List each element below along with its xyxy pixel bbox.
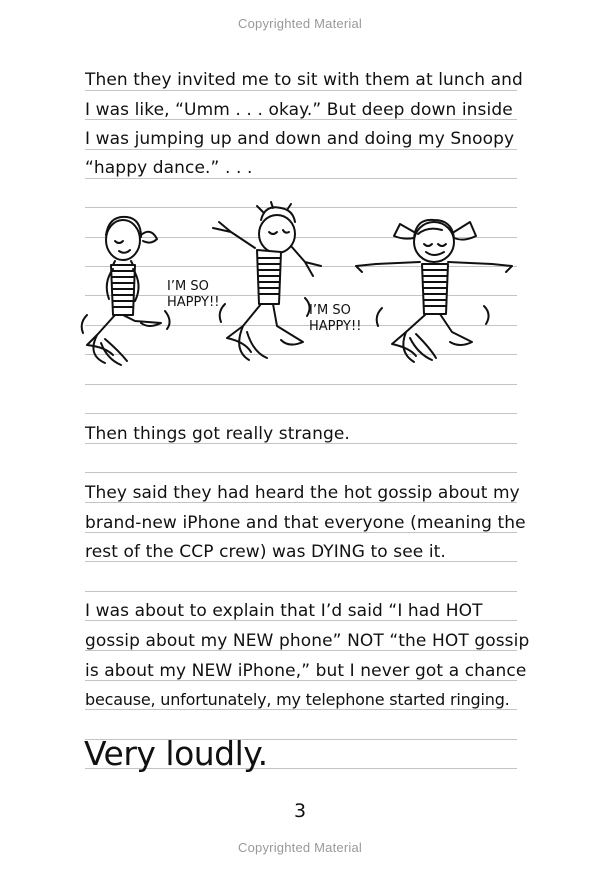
paragraph-3-line-2: brand-new iPhone and that everyone (meaning the	[85, 513, 526, 533]
dancing-girl-figure	[75, 205, 175, 375]
speech-bubble-2	[309, 303, 361, 335]
paragraph-1-line-4: “happy dance.” . . .	[85, 158, 253, 178]
watermark-bottom: Copyrighted Material	[238, 840, 362, 855]
closing-line: Very loudly.	[84, 734, 268, 773]
paragraph-1-line-2: I was like, “Umm . . . okay.” But deep down inside	[85, 100, 513, 120]
speech-bubble-line: I’M SO	[167, 279, 209, 294]
paragraph-4-line-2: gossip about my NEW phone” NOT “the HOT gossip	[85, 631, 530, 651]
speech-bubble-line: HAPPY!!	[309, 319, 362, 334]
page-number: 3	[293, 800, 307, 822]
ruled-line	[85, 472, 517, 473]
paragraph-3-line-3: rest of the CCP crew) was DYING to see it.	[85, 542, 446, 562]
paragraph-2-line-1: Then things got really strange.	[85, 424, 350, 444]
speech-bubble-line: I’M SO	[309, 303, 351, 318]
paragraph-4-line-3: is about my NEW iPhone,” but I never got a chance	[85, 661, 527, 681]
dancing-girl-figure	[205, 202, 325, 377]
ruled-line	[85, 413, 517, 414]
paragraph-4-line-4: because, unfortunately, my telephone started ringing.	[85, 690, 510, 709]
paragraph-1-line-1: Then they invited me to sit with them at lunch and	[85, 70, 523, 90]
speech-bubble-line: HAPPY!!	[167, 295, 220, 310]
paragraph-1-line-3: I was jumping up and down and doing my Snoopy	[85, 129, 515, 149]
ruled-line	[85, 591, 517, 592]
ruled-line	[85, 384, 517, 385]
speech-bubble-1	[167, 279, 219, 311]
paragraph-4-line-1: I was about to explain that I’d said “I had HOT	[85, 601, 483, 621]
paragraph-3-line-1: They said they had heard the hot gossip about my	[85, 483, 520, 503]
dancing-girl-figure	[352, 202, 522, 372]
watermark-top: Copyrighted Material	[238, 16, 362, 31]
